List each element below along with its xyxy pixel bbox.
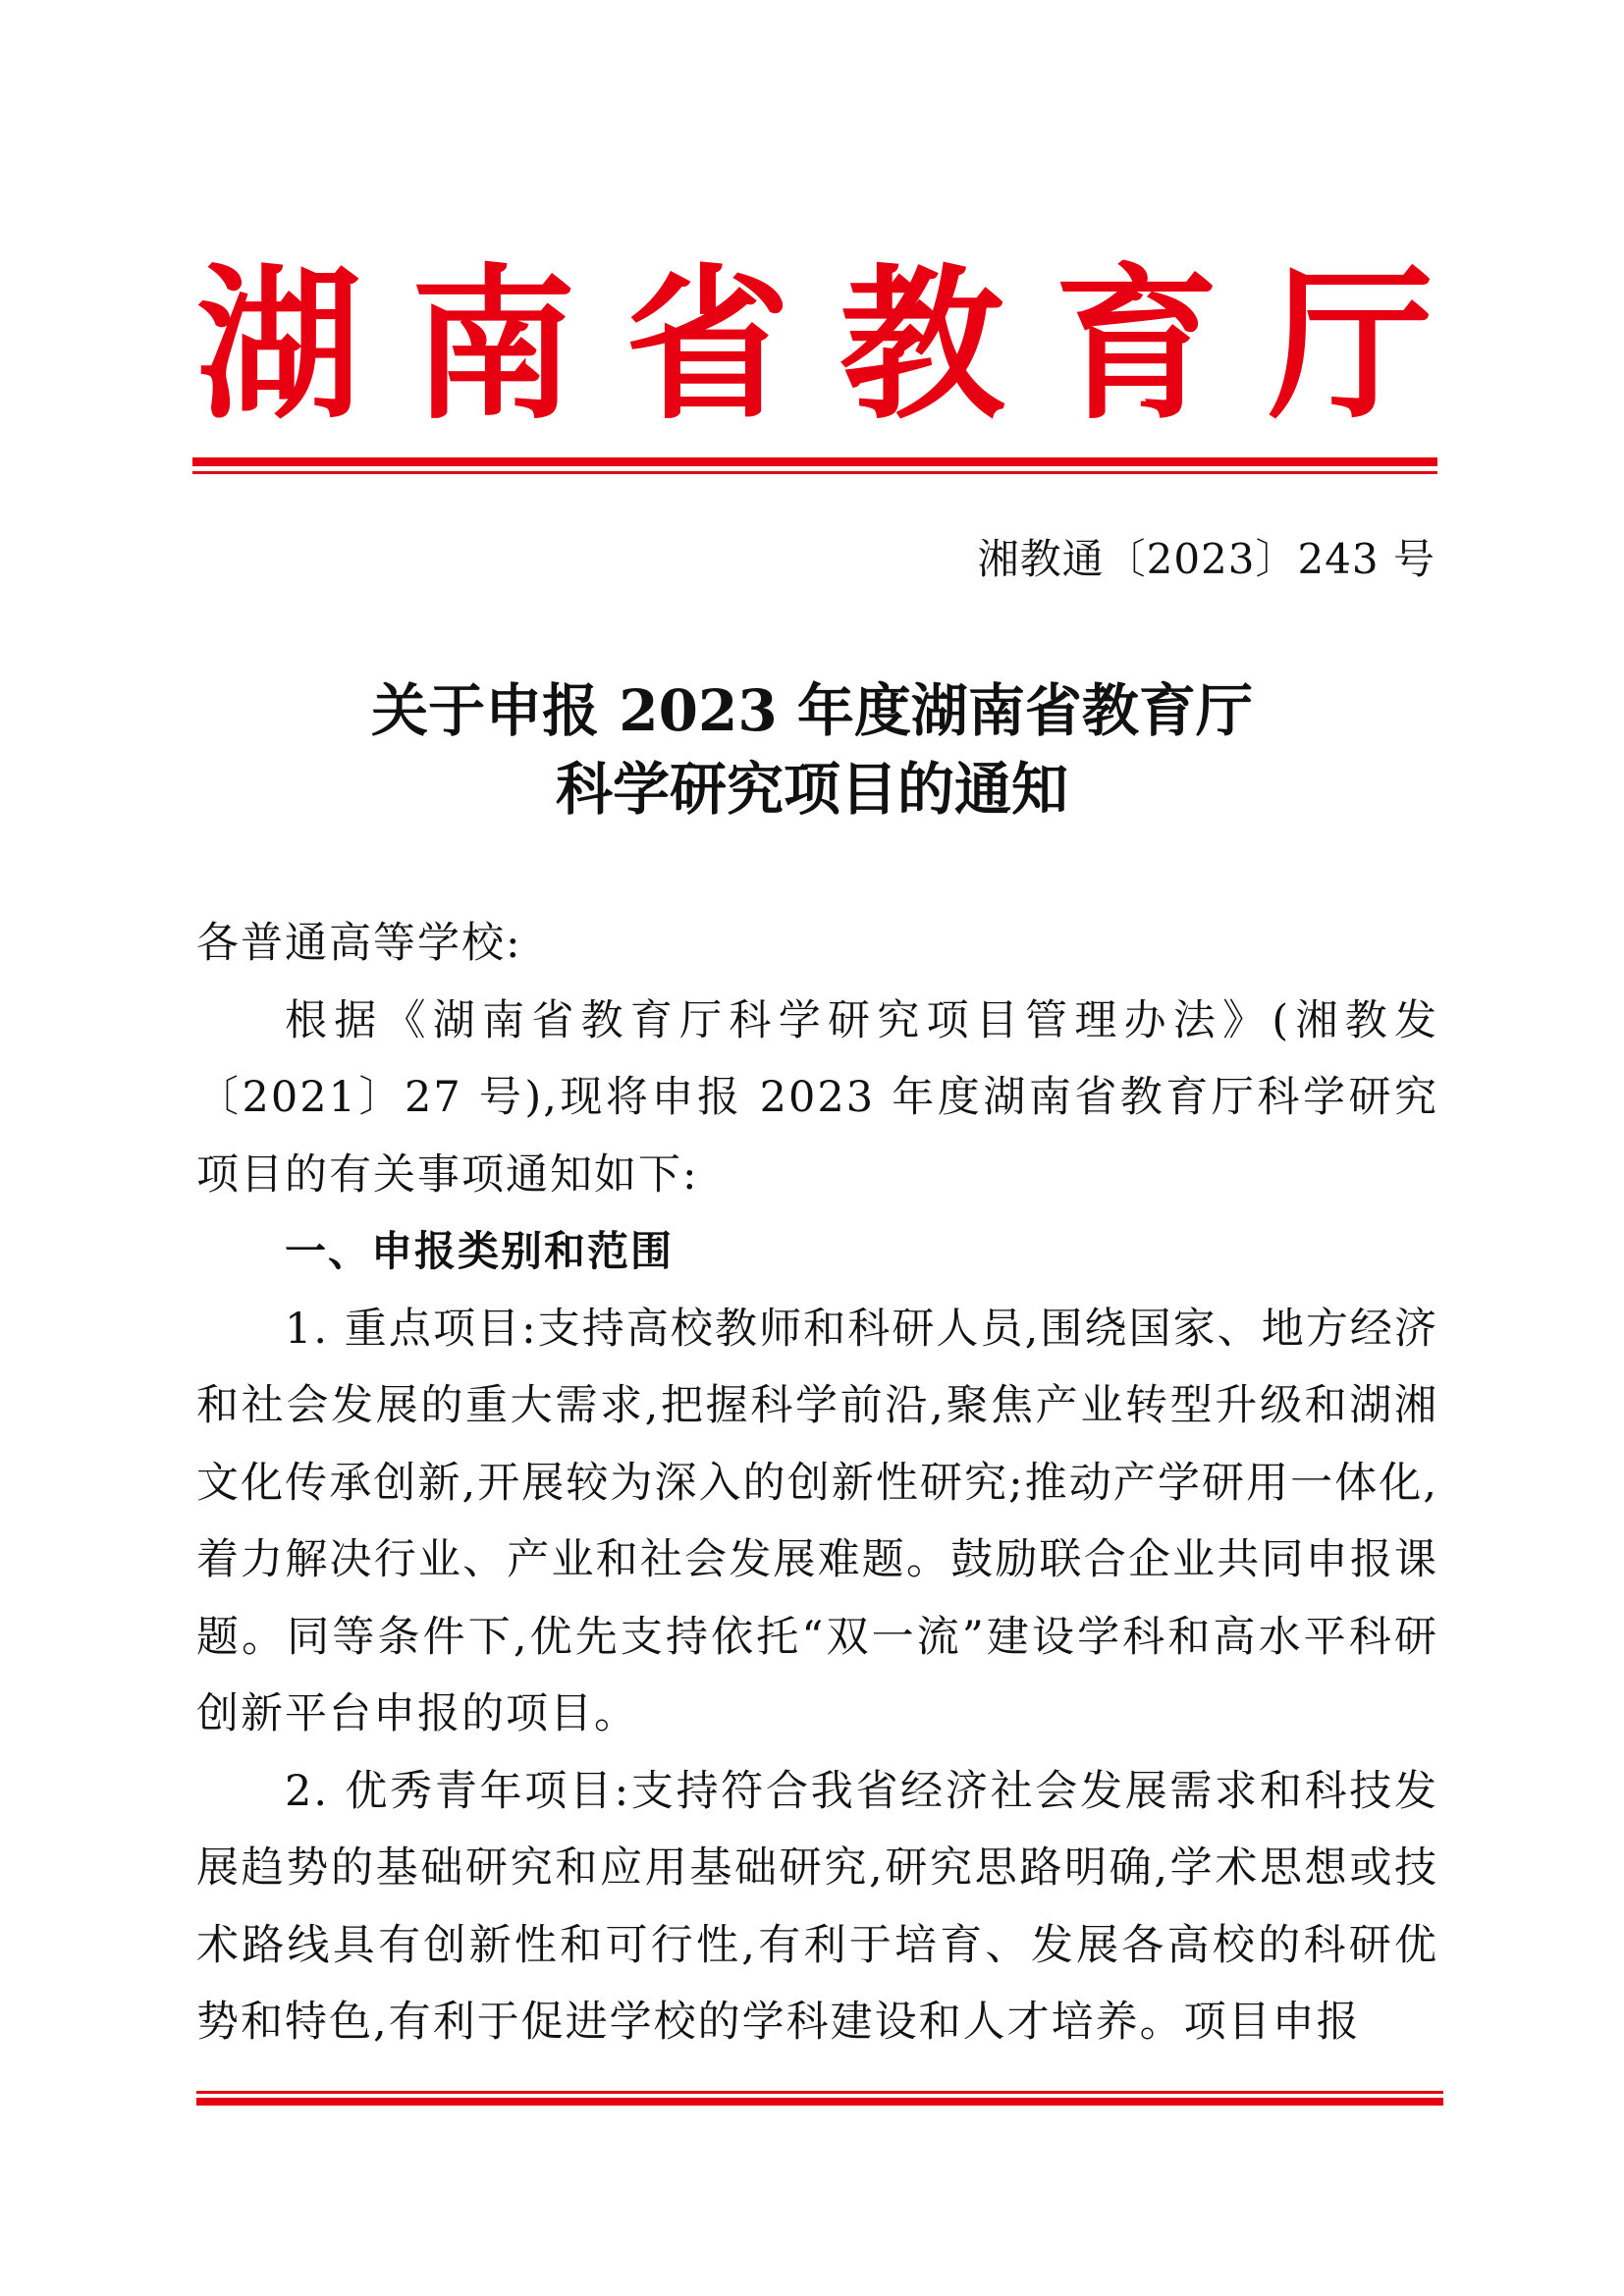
org-char: 南: [410, 247, 576, 442]
footer-divider-thin: [196, 2091, 1443, 2094]
item-youth-projects: 2. 优秀青年项目:支持符合我省经济社会发展需求和科技发展趋势的基础研究和应用基础研究,研究思路明确,学术思想或技术路线具有创新性和可行性,有利于培育、发展各高校的科研优势和特色,有利于促进学校的学科建设和人才培养。项目申报: [196, 1766, 1438, 2047]
org-char: 育: [1054, 247, 1219, 442]
document-body: [196, 905, 1438, 2061]
org-char: 教: [839, 247, 1005, 442]
intro-paragraph: 根据《湖南省教育厅科学研究项目管理办法》(湘教发〔2021〕27 号),现将申报 2023 年度湖南省教育厅科学研究项目的有关事项通知如下:: [196, 995, 1438, 1200]
document-number: 湘教通〔2023〕243 号: [977, 535, 1435, 583]
footer-divider-thick: [196, 2098, 1443, 2106]
org-char: 湖: [196, 247, 361, 442]
org-char: 厅: [1268, 247, 1434, 442]
org-char: 省: [624, 247, 790, 442]
document-title-line-2: 科学研究项目的通知: [555, 756, 1068, 823]
organization-header: [196, 247, 1434, 442]
salutation: 各普通高等学校:: [196, 919, 522, 968]
section-heading: 一、申报类别和范围: [285, 1227, 675, 1275]
document-title-line-1: 关于申报 2023 年度湖南省教育厅: [371, 677, 1253, 744]
header-divider-thick: [192, 457, 1437, 466]
item-key-projects: 1. 重点项目:支持高校教师和科研人员,围绕国家、地方经济和社会发展的重大需求,把握科学前沿,聚焦产业转型升级和湖湘文化传承创新,开展较为深入的创新性研究;推动产学研用一体化,着力解决行业、产业和社会发展难题。鼓励联合企业共同申报课题。同等条件下,优先支持依托“双一流”建设学科和高水平科研创新平台申报的项目。: [196, 1304, 1438, 1738]
header-divider-thin: [192, 471, 1437, 474]
